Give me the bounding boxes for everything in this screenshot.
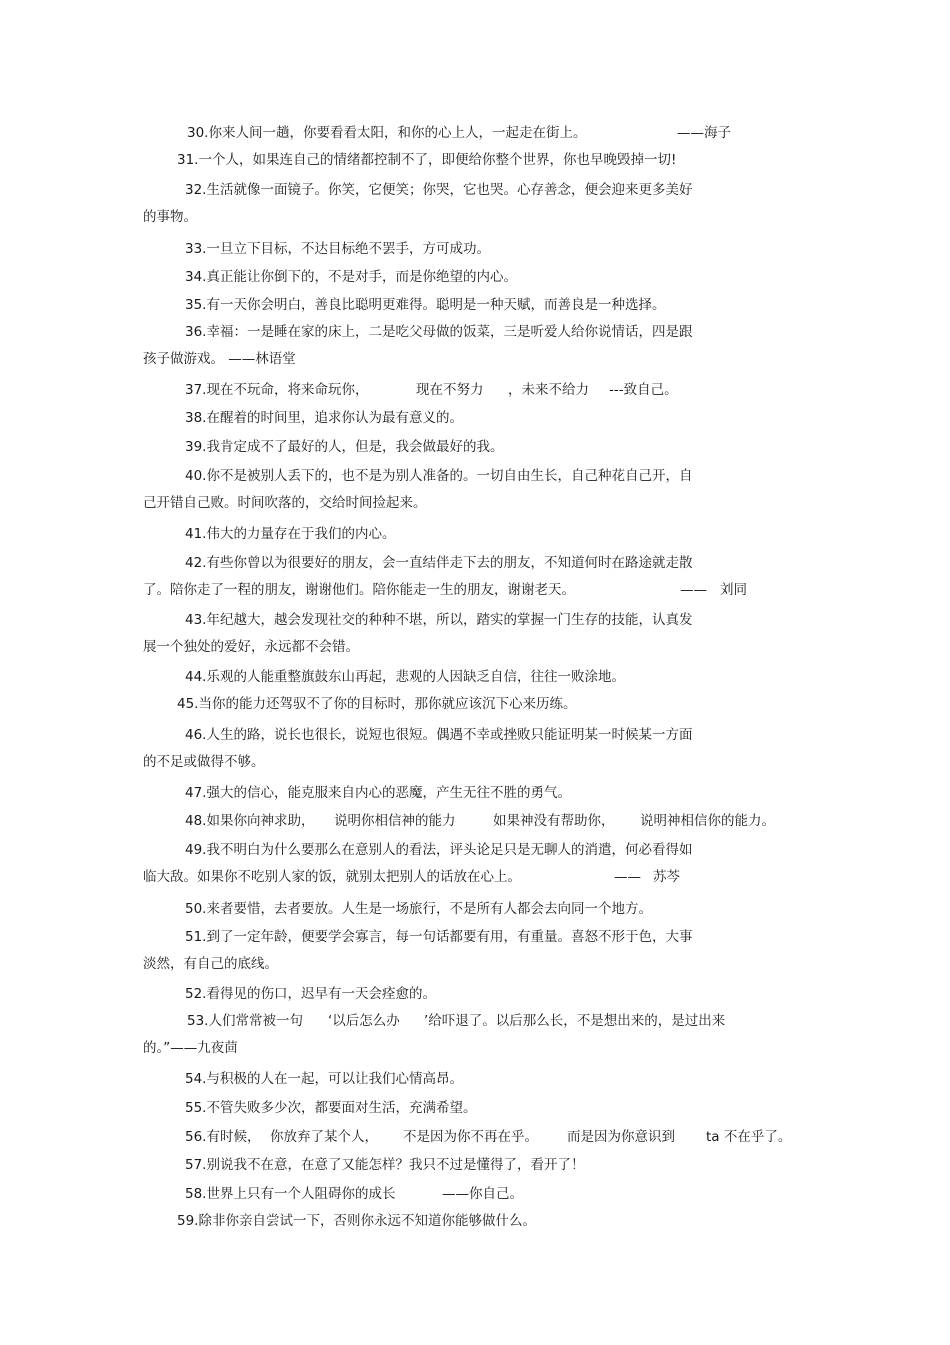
quote-55-text: 55.不管失败多少次，都要面对生活，充满希望。 (185, 1100, 477, 1116)
quote-42-author: 刘同 (720, 582, 747, 598)
quote-33-text: 33.一旦立下目标，不达目标绝不罢手，方可成功。 (185, 241, 490, 257)
quote-48-part-3: 如果神没有帮助你， (493, 813, 615, 829)
quote-49-text: 49.我不明白为什么要那么在意别人的看法，评头论足只是无聊人的消遣，何必看得如 (185, 842, 693, 858)
quote-41-text: 41.伟大的力量存在于我们的内心。 (185, 526, 396, 542)
quote-30-text: 30.你来人间一趟，你要看看太阳，和你的心上人，一起走在街上。 (187, 125, 587, 141)
quote-34-text: 34.真正能让你倒下的，不是对手，而是你绝望的内心。 (185, 269, 517, 285)
quote-30-author: ——海子 (677, 125, 731, 141)
quote-49-text-cont: 临大敌。如果你不吃别人家的饭，就别太把别人的话放在心上。 (143, 869, 521, 885)
quote-46-text: 46.人生的路，说长也很长，说短也很短。偶遇不幸或挫败只能证明某一时候某一方面 (185, 727, 693, 743)
quote-51-text: 51.到了一定年龄，便要学会寡言，每一句话都要有用，有重量。喜怒不形于色，大事 (185, 929, 693, 945)
quote-57-text: 57.别说我不在意，在意了又能怎样？我只不过是懂得了，看开了！ (185, 1157, 585, 1173)
quote-32-text: 32.生活就像一面镜子。你笑，它便笑；你哭，它也哭。心存善念，便会迎来更多美好 (185, 182, 693, 198)
quote-45-text: 45.当你的能力还驾驭不了你的目标时，那你就应该沉下心来历练。 (177, 696, 577, 712)
quote-53-part-2: ‘以后怎么办 (328, 1013, 400, 1029)
quote-48-part-1: 48.如果你向神求助， (185, 813, 315, 829)
quote-54-text: 54.与积极的人在一起，可以让我们心情高昂。 (185, 1071, 463, 1087)
quote-40-text-cont: 己开错自己败。时间吹落的，交给时间捡起来。 (143, 495, 427, 511)
quote-37-part-1: 37.现在不玩命，将来命玩你， (185, 382, 369, 398)
quote-37-part-3: ，未来不给力 (508, 382, 589, 398)
quote-51-text-cont: 淡然，有自己的底线。 (143, 956, 278, 972)
quote-42-text-cont: 了。陪你走了一程的朋友，谢谢他们。陪你能走一生的朋友，谢谢老天。 (143, 582, 575, 598)
quote-53-part-3: ’给吓退了。以后那么长，不是想出来的，是过出来 (424, 1013, 726, 1029)
quote-42-text: 42.有些你曾以为很要好的朋友，会一直结伴走下去的朋友，不知道何时在路途就走散 (185, 555, 693, 571)
quote-37-part-2: 现在不努力 (416, 382, 484, 398)
quote-50-text: 50.来者要惜，去者要放。人生是一场旅行，不是所有人都会去向同一个地方。 (185, 901, 652, 917)
quote-31-text: 31.一个人，如果连自己的情绪都控制不了，即便给你整个世界，你也早晚毁掉一切! (177, 152, 677, 168)
quote-56-part-2: 你放弃了某个人， (270, 1129, 378, 1145)
quote-40-text: 40.你不是被别人丢下的，也不是为别人准备的。一切自由生长，自己种花自己开，自 (185, 468, 693, 484)
quote-48-part-2: 说明你相信神的能力 (334, 813, 456, 829)
quote-56-part-3: 不是因为你不再在乎。 (403, 1129, 538, 1145)
quote-36-text-cont: 孩子做游戏。 ——林语堂 (143, 351, 296, 367)
quote-53-text-cont: 的。”——九夜茴 (143, 1040, 238, 1056)
quote-47-text: 47.强大的信心，能克服来自内心的恶魔，产生无往不胜的勇气。 (185, 785, 571, 801)
quote-58-author: ——你自己。 (442, 1186, 523, 1202)
quote-46-text-cont: 的不足或做得不够。 (143, 754, 265, 770)
quote-35-text: 35.有一天你会明白，善良比聪明更难得。聪明是一种天赋，而善良是一种选择。 (185, 297, 666, 313)
quote-59-text: 59.除非你亲自尝试一下，否则你永远不知道你能够做什么。 (177, 1213, 536, 1229)
quote-38-text: 38.在醒着的时间里，追求你认为最有意义的。 (185, 410, 463, 426)
quote-49-author: 苏芩 (653, 869, 680, 885)
quote-56-part-5: ta 不在乎了。 (706, 1129, 792, 1145)
quote-58-text: 58.世界上只有一个人阻碍你的成长 (185, 1186, 396, 1202)
quote-44-text: 44.乐观的人能重整旗鼓东山再起，悲观的人因缺乏自信，往往一败涂地。 (185, 669, 625, 685)
quote-43-text: 43.年纪越大，越会发现社交的种种不堪，所以，踏实的掌握一门生存的技能，认真发 (185, 612, 693, 628)
quote-48-part-4: 说明神相信你的能力。 (640, 813, 775, 829)
quote-39-text: 39.我肯定成不了最好的人，但是，我会做最好的我。 (185, 439, 504, 455)
quote-56-part-1: 56.有时候， (185, 1129, 261, 1145)
quote-53-part-1: 53.人们常常被一句 (187, 1013, 303, 1029)
quote-49-dash: —— (614, 869, 641, 885)
quote-36-text: 36.幸福：一是睡在家的床上，二是吃父母做的饭菜，三是听爱人给你说情话，四是跟 (185, 324, 693, 340)
quote-43-text-cont: 展一个独处的爱好，永远都不会错。 (143, 639, 359, 655)
quote-56-part-4: 而是因为你意识到 (567, 1129, 675, 1145)
quote-42-dash: —— (680, 582, 707, 598)
quote-37-part-4: ---致自己。 (609, 382, 678, 398)
quote-32-text-cont: 的事物。 (143, 209, 197, 225)
quote-52-text: 52.看得见的伤口，迟早有一天会痊愈的。 (185, 986, 436, 1002)
